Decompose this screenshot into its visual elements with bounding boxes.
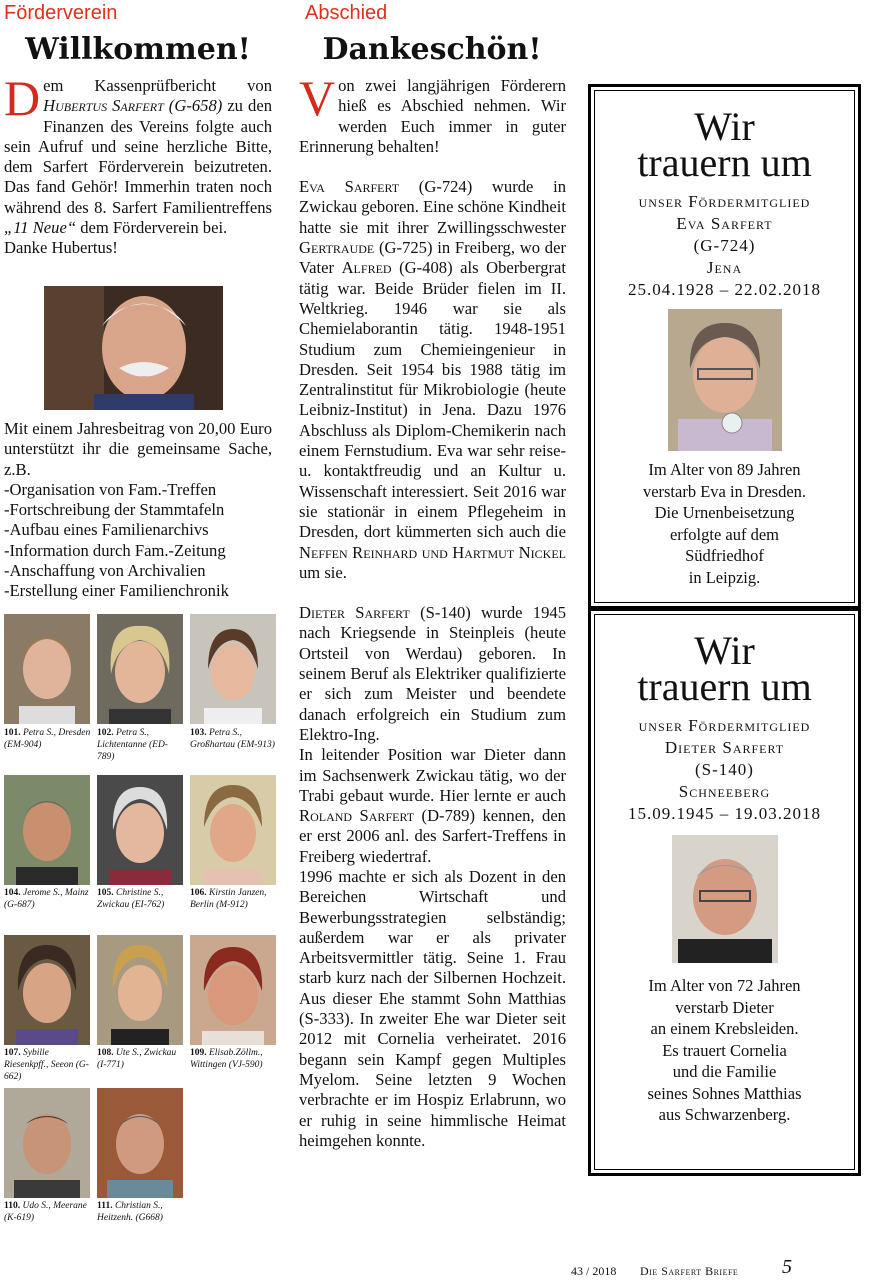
card-text: Im Alter von 89 Jahren [648,460,801,479]
member-photo-103 [190,614,276,724]
hubertus-photo [44,286,223,410]
beitrag-text: Mit einem Jahresbeitrag von 20,00 Euro unterstützt ihr die gemeinsame Sache, z.B. [4,419,272,479]
section-label-abschied: Abschied [305,2,388,24]
name-hubertus: Hubertus Sarfert (G-658) [43,96,223,116]
member-photo-107 [4,935,90,1045]
card-line: 15.09.1945 – 19.03.2018 [628,804,821,823]
card-text: Südfriedhof [685,546,764,565]
member-photo-108 [97,935,183,1045]
member-caption-108: 108. Ute S., Zwickau (I-771) [97,1048,177,1070]
card-line: 25.04.1928 – 22.02.2018 [628,280,821,299]
headline-willkommen: Willkommen! [25,32,251,67]
list-item: -Aufbau eines Familienarchivs [4,520,209,540]
card-text: seines Sohnes Matthias [647,1083,802,1103]
dropcap-d: D [4,70,41,126]
card-text: an einem Krebsleiden. [650,1019,799,1038]
card-line: (S-140) [695,760,754,779]
card-text: aus Schwarzenberg. [658,1105,791,1124]
member-caption-106: 106. Kirstin Janzen, Berlin (M-912) [190,888,267,910]
card-text: verstarb Dieter [675,997,774,1017]
card-text: verstarb Eva in Dresden. [642,481,807,501]
page-number: 5 [782,1256,792,1278]
dieter-biography-2: In leitender Position war Dieter dann im Sachsenwerk Zwickau tätig, wo der Trabi gebaut wurde. Hier lernte er auch Roland Sarfert (D-789) kennen, den er erst 2006 anl. des Sarfert-Treffens in Freiberg wiedertraf. [299,745,566,866]
card-line: Dieter Sarfert [664,738,785,757]
card-line: unser Fördermitglied [638,192,811,211]
member-photo-101 [4,614,90,724]
card-text: Die Urnenbeisetzung [654,503,795,522]
intro-text-middle: Von zwei langjährigen Förderern hieß es Abschied nehmen. Wir werden Euch immer in guter Erinnerung behalten! [299,70,566,156]
member-caption-102: 102. Petra S., Lichtentanne (ED-789) [97,728,168,762]
list-item: -Fortschreibung der Stammtafeln [4,500,225,520]
member-photo-105 [97,775,183,885]
dieter-photo [672,835,778,963]
card-text: Im Alter von 72 Jahren [648,976,801,995]
dieter-biography: Dieter Sarfert (S-140) wurde 1945 nach Kriegsende in Steinpleis (heute Ortsteil von Werdau) geboren. In seinem Beruf als Elektriker qualifizierte er sich zum Meister und beendete danach erfolgreich ein Studium zum Elektro-Ing. [299,603,566,744]
card-line: (G-724) [693,236,756,255]
card-trauern: trauern um [637,140,812,185]
footer-issue: 43 / 2018 [571,1264,617,1278]
intro-text-left: Dem Kassenprüfbericht von Hubertus Sarfert (G-658) zu den Finanzen des Vereins folgte auch sein Aufruf und seine herzliche Bitte, dem Sarfert Förderverein beizutreten. Das fand Gehör! Immerhin traten noch während des 8. Sarfert Familientreffens „11 Neue“ dem Förderverein bei. Danke Hubertus! [4,70,272,258]
eva-biography: Eva Sarfert (G-724) wurde in Zwickau geboren. Eine schöne Kindheit hatte sie mit ihrer Zwillingsschwester Gertraude (G-725) in Freiberg, wo der Vater Alfred (G-408) als Oberbergrat tätig war. Beide Brüder fielen im II. Weltkrieg. 1946 war sie als Chemielaborantin tätig. 1948-1951 Studium zum Chemieingenieur in Dresden. Seit 1954 bis 1988 tätig im Zentralinstitut für Mikrobiologie (heute Leibniz-Institut) in Jena. Dazu 1976 Abschluss als Diplom-Chemikerin nach einem Fernstudium. Eva war sehr reise- u. kontaktfreudig und an Kultur u. Wissenschaft interessiert. Seit 2016 war sie stationär in einem Pflegeheim in Dresden, dort kümmerten sich auch die Neffen Reinhard und Hartmut Nickel um sie. [299,177,566,582]
card-text: Es trauert Cornelia [662,1040,787,1060]
memorial-card-dieter [588,608,861,1176]
list-item: -Erstellung einer Familienchronik [4,581,229,601]
member-caption-105: 105. Christine S., Zwickau (EI-762) [97,888,165,910]
card-line: Eva Sarfert [676,214,773,233]
dropcap-v: V [299,70,336,126]
card-wir: Wir [694,104,755,149]
member-photo-102 [97,614,183,724]
member-photo-110 [4,1088,90,1198]
card-line: unser Fördermitglied [638,716,811,735]
section-label-foerderverein: Förderverein [4,2,118,24]
member-caption-103: 103. Petra S., Großhartau (EM-913) [190,728,275,750]
card-trauern: trauern um [637,664,812,709]
headline-dankeschoen: Dankeschön! [322,32,542,67]
footer-title: Die Sarfert Briefe [640,1264,739,1278]
member-caption-109: 109. Elisab.Zöllm., Wittingen (VJ-590) [190,1048,263,1070]
card-text: in Leipzig. [688,567,761,587]
card-text: erfolgte auf dem [669,524,780,544]
member-caption-110: 110. Udo S., Meerane (K-619) [4,1201,87,1223]
beitrag-section [4,419,272,602]
thanks-line: Danke Hubertus! [4,238,118,258]
list-item: -Organisation von Fam.-Treffen [4,479,217,499]
card-line: Schneeberg [678,782,771,801]
card-line: Jena [706,258,743,277]
middle-article [299,70,566,1151]
eva-photo [668,309,782,451]
member-caption-107: 107. Sybille Riesenkpff., Seeon (G-662) [4,1048,89,1082]
member-photo-106 [190,775,276,885]
member-photo-109 [190,935,276,1045]
member-caption-104: 104. Jerome S., Mainz (G-687) [4,888,89,910]
member-caption-111: 111. Christian S., Heitzenh. (G668) [97,1201,163,1223]
member-photo-111 [97,1088,183,1198]
card-wir: Wir [694,628,755,673]
member-photo-104 [4,775,90,885]
member-caption-101: 101. Petra S., Dresden (EM-904) [4,728,91,750]
list-item: -Information durch Fam.-Zeitung [4,540,226,560]
list-item: -Anschaffung von Archivalien [4,561,206,581]
dieter-biography-3: 1996 machte er sich als Dozent in den Bereichen Wirtschaft und Bewerbungsstrategien selbständig; außerdem war er als privater Arbeitsvermittler tätig. Seine 1. Frau starb kurz nach der Silbernen Hochzeit. Aus dieser Ehe stammt Sohn Matthias (S-333). In zweiter Ehe war Dieter seit 2012 mit Cornelia verheiratet. 2016 begann sein Kampf gegen Multiples Myelom. Seine letzten 9 Wochen verbrachte er im Hospiz Erlabrunn, wo er ruhig in seine himmlische Heimat heimgehen konnte. [299,866,566,1150]
memorial-card-eva [588,84,861,609]
card-text: und die Familie [672,1062,777,1081]
